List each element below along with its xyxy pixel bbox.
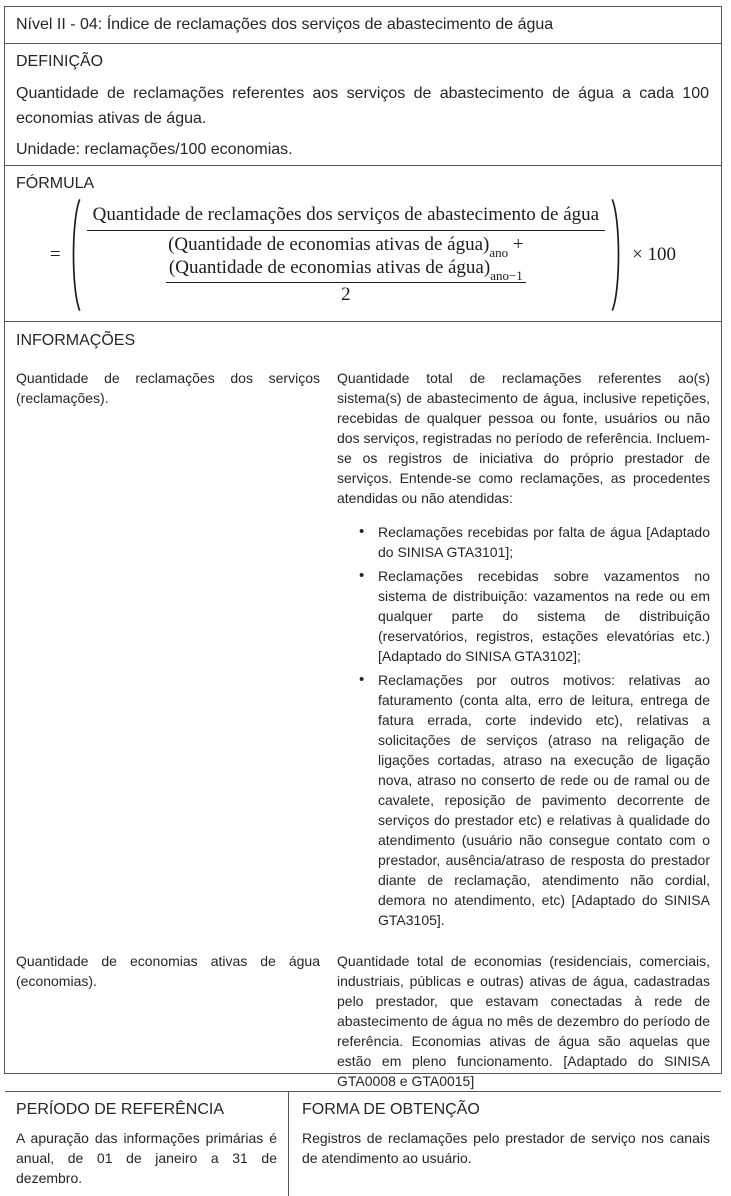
subscript-ano: ano bbox=[489, 244, 509, 260]
main-fraction bbox=[87, 204, 605, 306]
obtencao-body: Registros de reclamações pelo prestador de serviço nos canais de atendimento ao usuário. bbox=[302, 1130, 710, 1166]
informacoes-row-reclamacoes bbox=[16, 368, 710, 930]
term-economias: Quantidade de economias ativas de água (economias). bbox=[16, 953, 320, 989]
denominator-subfraction bbox=[166, 257, 526, 306]
formula-section bbox=[5, 165, 721, 321]
formula-expression bbox=[16, 197, 710, 313]
definition-section bbox=[5, 43, 721, 165]
list-item: • Reclamações recebidas por falta de água [Adaptado do SINISA GTA3101]; bbox=[357, 522, 710, 562]
periodo-referencia-cell bbox=[5, 1092, 288, 1196]
denominator-line-2: (Quantidade de economias ativas de $água)_{ano-1}$ bbox=[166, 257, 526, 283]
periodo-heading: PERÍODO DE REFERÊNCIA bbox=[16, 1101, 225, 1118]
definition-body: Quantidade de reclamações referentes aos serviços de abastecimento de água a cada 100 economias ativas de água. bbox=[16, 85, 709, 127]
right-parenthesis bbox=[610, 197, 624, 313]
informacoes-heading: INFORMAÇÕES bbox=[16, 332, 136, 349]
list-item: • Reclamações por outros motivos: relativas ao faturamento (conta alta, erro de leitura, entrega de fatura errada, corte indevido etc), relativas a solicitações de serviços (atraso na religação de ligações cortadas, atraso na execução de ligação nova, atraso no conserto de rede ou de ramal ou de cavalete, reposição de pavimento decorrente de serviços do prestador etc) e relativas à qualidade do atendimento (usuário não consegue contato com o prestador, ausência/atraso de resposta do prestador diante de reclamação, atendimento não cordial, demora no atendimento, etc) [Adaptado do SINISA GTA3105]. bbox=[357, 670, 710, 930]
periodo-body: A apuração das informações primárias é anual, de 01 de janeiro a 31 de dezembro. bbox=[16, 1130, 277, 1186]
definition-heading: DEFINIÇÃO bbox=[16, 53, 104, 70]
forma-obtencao-cell bbox=[288, 1092, 721, 1196]
formula-heading: FÓRMULA bbox=[16, 175, 95, 192]
left-parenthesis bbox=[68, 197, 82, 313]
definition-reclamacoes bbox=[337, 368, 710, 930]
fraction-denominator bbox=[166, 231, 526, 306]
denominator-line-1: (Quantidade de economias ativas de $água)_{ano}$ + bbox=[168, 234, 524, 260]
informacoes-section bbox=[5, 321, 721, 1091]
description-economias: Quantidade total de economias (residenciais, comerciais, industriais, públicas e outras) ativas de água, cadastradas pelo prestador, que estavam conectadas à rede de abastecimento de água no mês de dezembro do período de referência. Economias ativas de água são aquelas que estão em pleno funcionamento. [Adaptado do SINISA GTA0008 e GTA0015] bbox=[337, 953, 710, 1089]
list-item: • Reclamações recebidas sobre vazamentos no sistema de distribuição: vazamentos na rede ou em qualquer parte do sistema de distribuição (reservatórios, registros, estações elevatórias etc.) [Adaptado do SINISA GTA3102]; bbox=[357, 566, 710, 666]
description-reclamacoes: Quantidade total de reclamações referentes ao(s) sistema(s) de abastecimento de água, inclusive repetições, recebidas de qualquer pessoa ou fonte, usuários ou não dos serviços, registradas no período de referência. Incluem-se os registros de iniciativa do próprio prestador de serviços. Entende-se como reclamações, as procedentes atendidas ou não atendidas: bbox=[337, 370, 710, 506]
subscript-ano-minus-1: ano−1 bbox=[490, 267, 523, 283]
informacoes-row-economias bbox=[16, 951, 710, 1091]
page-title: Nível II - 04: Índice de reclamações dos serviços de abastecimento de água bbox=[16, 16, 554, 33]
definition-unit: Unidade: reclamações/100 economias. bbox=[16, 141, 293, 158]
indicator-sheet bbox=[4, 6, 722, 1186]
title-row bbox=[5, 7, 721, 43]
obtencao-heading: FORMA DE OBTENÇÃO bbox=[302, 1101, 480, 1118]
term-reclamacoes: Quantidade de reclamações dos serviços (reclamações). bbox=[16, 370, 320, 406]
equals-sign: = bbox=[49, 244, 61, 265]
multiplier: × 100 bbox=[632, 244, 677, 265]
reclamacoes-bullet-list bbox=[337, 522, 710, 930]
fraction-numerator: Quantidade de reclamações dos serviços de abastecimento de água bbox=[87, 204, 605, 231]
divisor-two: 2 bbox=[341, 284, 351, 305]
bottom-section bbox=[5, 1091, 721, 1186]
